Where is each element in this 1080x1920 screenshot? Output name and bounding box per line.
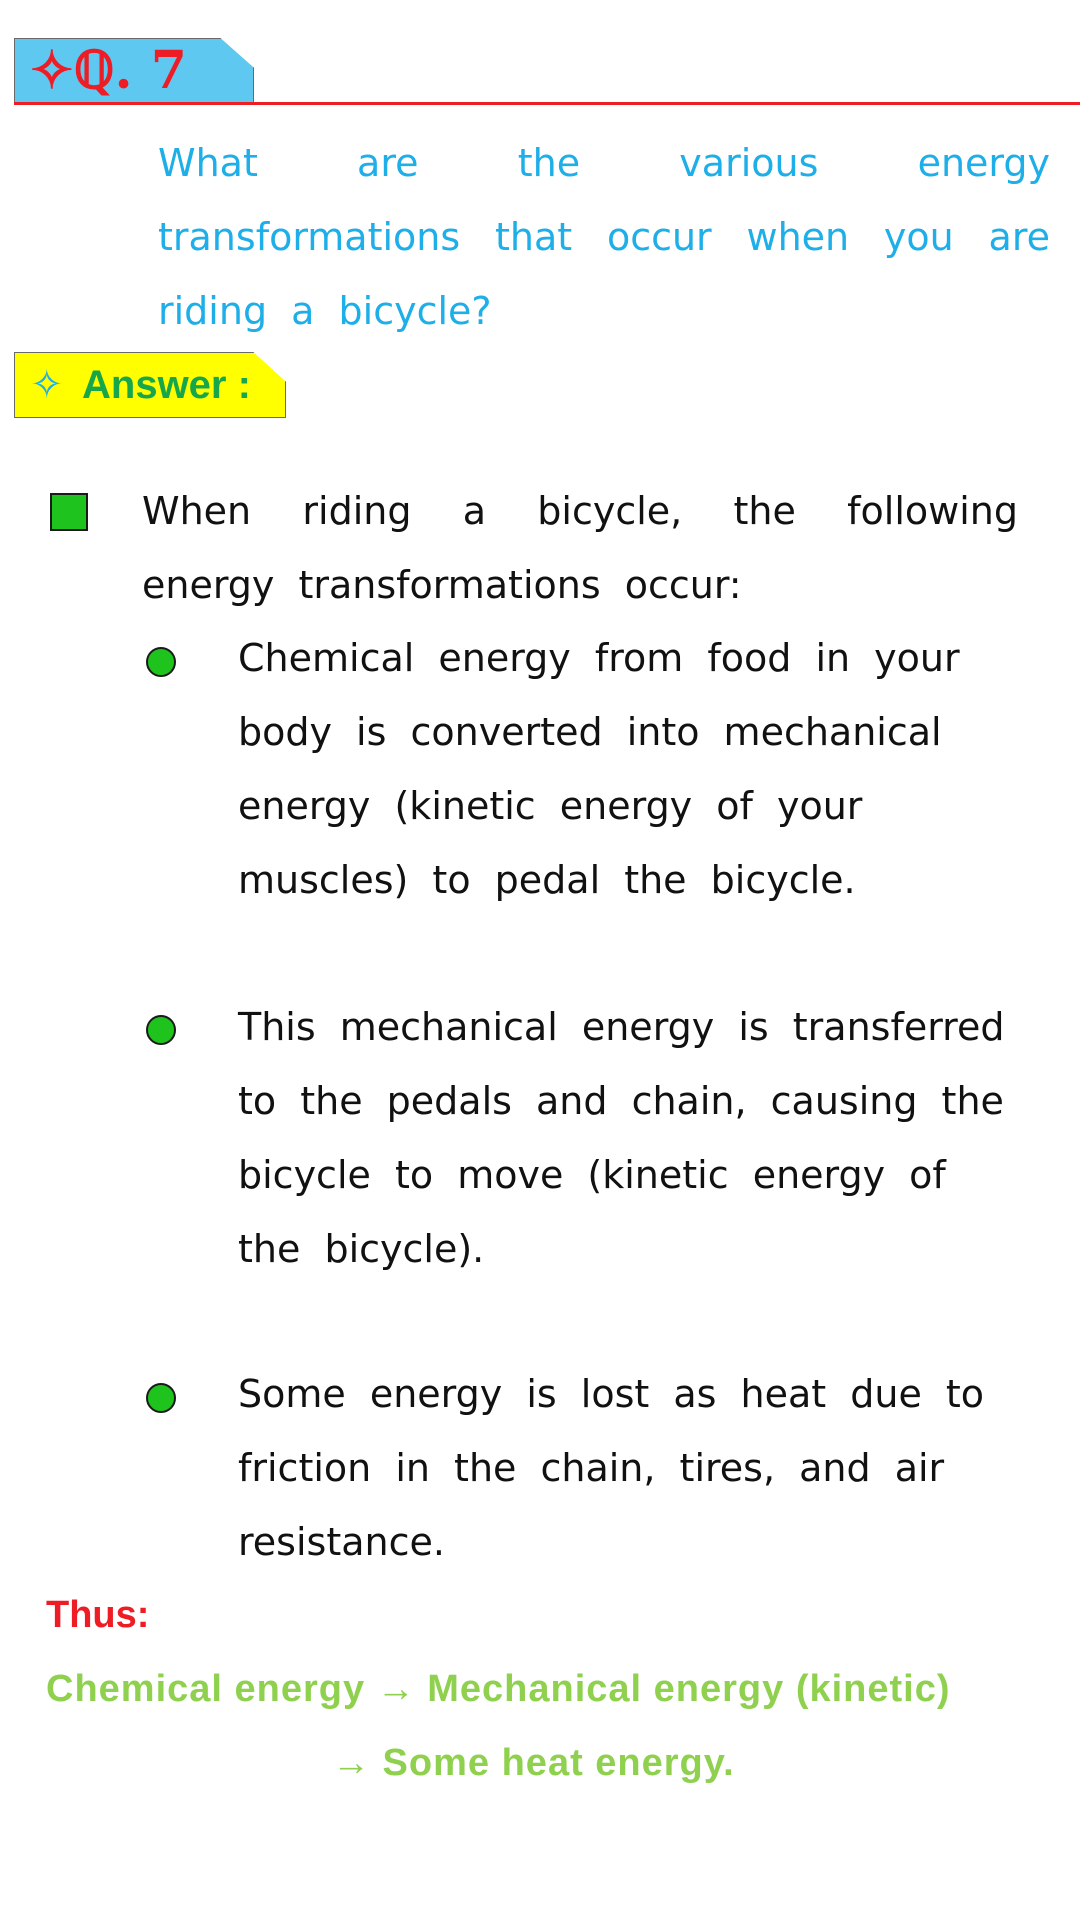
answer-label: Answer : — [82, 363, 251, 407]
summary-line-2: → Some heat energy. — [332, 1742, 735, 1784]
circle-bullet-icon — [146, 1383, 176, 1413]
answer-point: Chemical energy from food in your body is converted into mechanical energy (kinetic energy of your muscles) to pedal the bicycle. — [238, 636, 960, 902]
thus-label: Thus: — [46, 1594, 150, 1636]
answer-point: This mechanical energy is transferred to the pedals and chain, causing the bicycle to move (kinetic energy of the bicycle). — [238, 1005, 1005, 1271]
answer-point: Some energy is lost as heat due to friction in the chain, tires, and air resistance. — [238, 1372, 985, 1564]
circle-bullet-icon — [146, 1015, 176, 1045]
sparkle-icon: ✧ — [30, 362, 64, 408]
question-text: What are the various energy transformations that occur when you are riding a bicycle? — [158, 141, 1050, 333]
square-bullet-icon — [50, 493, 88, 531]
question-number: ✧ℚ. 7 — [30, 40, 187, 101]
question-divider — [14, 102, 1080, 105]
answer-intro: When riding a bicycle, the following energy transformations occur: — [142, 489, 1018, 607]
circle-bullet-icon — [146, 647, 176, 677]
summary-line-1: Chemical energy → Mechanical energy (kinetic) — [46, 1668, 951, 1710]
